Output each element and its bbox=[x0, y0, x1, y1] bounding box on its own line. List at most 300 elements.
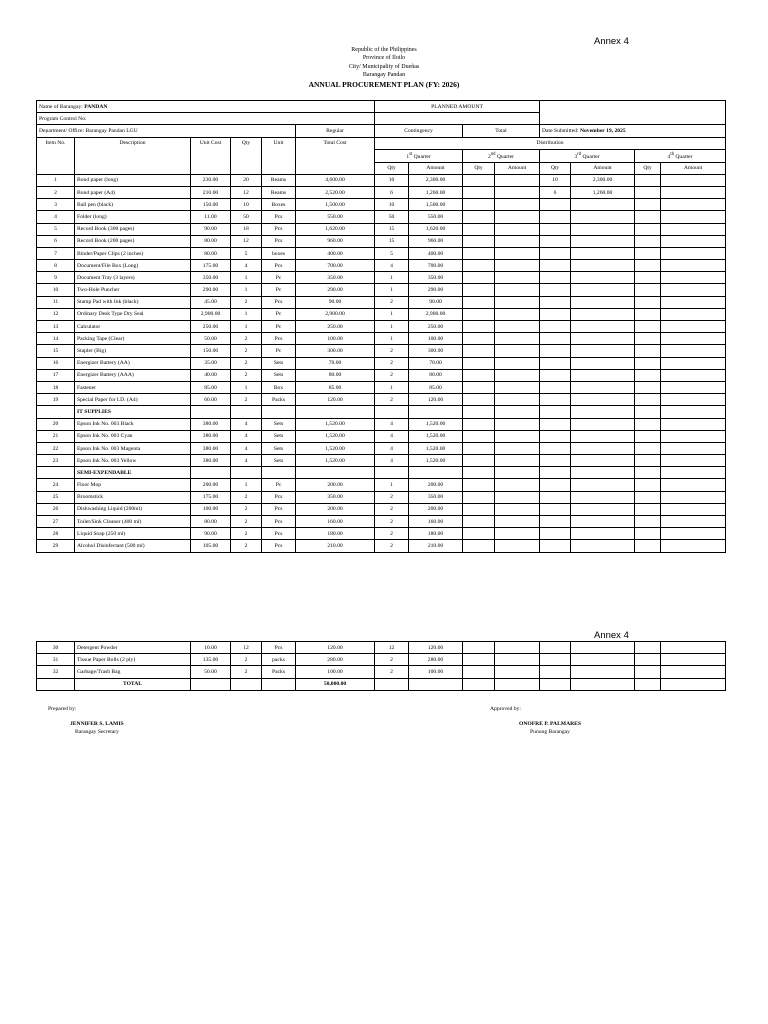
q3-amount-cell bbox=[571, 491, 635, 503]
q4-qty-cell bbox=[635, 345, 661, 357]
total-cost-cell: 2,900.00 bbox=[296, 308, 375, 320]
q3-amount-cell bbox=[571, 272, 635, 284]
blank-cell bbox=[231, 678, 262, 690]
q2-qty-cell bbox=[463, 394, 495, 406]
qty-cell: 20 bbox=[231, 174, 262, 186]
total-cost-cell: 4,600.00 bbox=[296, 174, 375, 186]
unit-cell: Boxes bbox=[262, 199, 296, 211]
table-row bbox=[37, 199, 726, 211]
q1-amount-cell: 1,520.00 bbox=[409, 455, 463, 467]
q3-qty-cell bbox=[540, 321, 571, 333]
total-cost-cell: 160.00 bbox=[296, 516, 375, 528]
col-q2-qty: Qty bbox=[463, 162, 495, 174]
total-cost-cell: 100.00 bbox=[296, 666, 375, 678]
unit-cell: Reams bbox=[262, 174, 296, 186]
description-cell: Record Book (200 pages) bbox=[75, 235, 191, 247]
q4-amount-cell bbox=[661, 321, 726, 333]
description-cell: Garbage/Trash Bag bbox=[75, 666, 191, 678]
unit-cost-cell: 380.00 bbox=[191, 418, 231, 430]
q4-qty-cell bbox=[635, 666, 661, 678]
description-cell: Toilet/Sink Cleaner (400 ml) bbox=[75, 516, 191, 528]
q3-amount-cell bbox=[571, 223, 635, 235]
blank-cell bbox=[661, 467, 726, 479]
item-no-cell: 14 bbox=[37, 333, 75, 345]
q2-amount-cell bbox=[495, 272, 540, 284]
q4-qty-cell bbox=[635, 321, 661, 333]
q4-amount-cell bbox=[661, 211, 726, 223]
approved-by-label: Approved by: bbox=[490, 706, 521, 712]
item-no-cell: 18 bbox=[37, 381, 75, 393]
q1-qty-cell: 15 bbox=[375, 223, 409, 235]
q4-qty-cell bbox=[635, 455, 661, 467]
q2-amount-cell bbox=[495, 199, 540, 211]
q1-amount-cell: 180.00 bbox=[409, 528, 463, 540]
q1-qty-cell: 4 bbox=[375, 455, 409, 467]
item-no-cell: 25 bbox=[37, 491, 75, 503]
unit-cost-cell: 85.00 bbox=[191, 381, 231, 393]
q3-qty-cell: 6 bbox=[540, 186, 571, 198]
unit-cost-cell: 175.00 bbox=[191, 260, 231, 272]
qty-cell: 2 bbox=[231, 528, 262, 540]
qty-cell: 2 bbox=[231, 345, 262, 357]
q2-amount-cell bbox=[495, 284, 540, 296]
q3-qty-cell bbox=[540, 418, 571, 430]
table-row bbox=[37, 430, 726, 442]
qty-cell: 1 bbox=[231, 308, 262, 320]
q2-amount-cell bbox=[495, 516, 540, 528]
table-row bbox=[37, 369, 726, 381]
q2-amount-cell bbox=[495, 296, 540, 308]
quarter-number: 3 bbox=[574, 153, 578, 160]
unit-cost-cell: 90.00 bbox=[191, 528, 231, 540]
q1-amount-cell: 290.00 bbox=[409, 284, 463, 296]
q1-qty-cell: 2 bbox=[375, 540, 409, 552]
q1-qty-cell: 5 bbox=[375, 247, 409, 259]
unit-cost-cell: 250.00 bbox=[191, 321, 231, 333]
q1-qty-cell: 2 bbox=[375, 516, 409, 528]
q3-qty-cell bbox=[540, 333, 571, 345]
unit-cell: Sets bbox=[262, 455, 296, 467]
q1-qty-cell: 2 bbox=[375, 394, 409, 406]
blank-cell bbox=[191, 162, 231, 174]
qty-cell: 2 bbox=[231, 357, 262, 369]
qty-cell: 2 bbox=[231, 503, 262, 515]
blank-cell bbox=[262, 149, 296, 162]
q1-amount-cell: 160.00 bbox=[409, 516, 463, 528]
qty-cell: 4 bbox=[231, 430, 262, 442]
blank-cell bbox=[296, 467, 375, 479]
q4-qty-cell bbox=[635, 540, 661, 552]
q2-amount-cell bbox=[495, 247, 540, 259]
q1-qty-cell: 2 bbox=[375, 528, 409, 540]
q3-amount-cell bbox=[571, 516, 635, 528]
header-republic: Republic of the Philippines bbox=[351, 47, 417, 53]
q1-amount-cell: 960.00 bbox=[409, 235, 463, 247]
total-cost-cell: 280.00 bbox=[296, 654, 375, 666]
blank-cell bbox=[231, 406, 262, 418]
description-cell: Calculator bbox=[75, 321, 191, 333]
total-cost-cell: 90.00 bbox=[296, 296, 375, 308]
q1-amount-cell: 85.00 bbox=[409, 381, 463, 393]
unit-cell: Pcs bbox=[262, 491, 296, 503]
description-cell: Alcohol Disinfectant (500 ml) bbox=[75, 540, 191, 552]
total-cost-cell: 120.00 bbox=[296, 642, 375, 654]
q2-qty-cell bbox=[463, 418, 495, 430]
unit-cost-cell: 200.00 bbox=[191, 479, 231, 491]
unit-cell: Pcs bbox=[262, 503, 296, 515]
q2-amount-cell bbox=[495, 223, 540, 235]
date-submitted-value: November 19, 2025 bbox=[579, 127, 626, 134]
q2-qty-cell bbox=[463, 442, 495, 454]
blank-cell bbox=[231, 149, 262, 162]
prepared-by-label: Prepared by: bbox=[48, 706, 77, 712]
quarter-number: 4 bbox=[667, 153, 671, 160]
q1-qty-cell: 50 bbox=[375, 211, 409, 223]
q3-amount-cell bbox=[571, 199, 635, 211]
q3-amount-cell bbox=[571, 503, 635, 515]
q3-qty-cell bbox=[540, 199, 571, 211]
blank-cell bbox=[191, 678, 231, 690]
q3-qty-cell bbox=[540, 235, 571, 247]
q3-qty-cell bbox=[540, 247, 571, 259]
description-cell: Folder (long) bbox=[75, 211, 191, 223]
qty-cell: 2 bbox=[231, 491, 262, 503]
unit-cell: Pc bbox=[262, 321, 296, 333]
header-municipality: City/ Municipality of Dueñas bbox=[348, 63, 420, 70]
q2-qty-cell bbox=[463, 642, 495, 654]
annex-label: Annex 4 bbox=[594, 36, 629, 47]
q1-amount-cell: 120.00 bbox=[409, 394, 463, 406]
blank-cell bbox=[231, 467, 262, 479]
q4-amount-cell bbox=[661, 235, 726, 247]
unit-cell: Pc bbox=[262, 308, 296, 320]
q3-qty-cell: 10 bbox=[540, 174, 571, 186]
item-no-cell: 19 bbox=[37, 394, 75, 406]
qty-cell: 2 bbox=[231, 516, 262, 528]
total-cost-cell: 2,520.00 bbox=[296, 186, 375, 198]
q4-qty-cell bbox=[635, 357, 661, 369]
q3-qty-cell bbox=[540, 654, 571, 666]
blank-cell bbox=[231, 162, 262, 174]
q2-amount-cell bbox=[495, 442, 540, 454]
col-q1-qty: Qty bbox=[375, 162, 409, 174]
blank-cell bbox=[37, 406, 75, 418]
item-no-cell: 17 bbox=[37, 369, 75, 381]
total-cost-cell: 550.00 bbox=[296, 211, 375, 223]
procurement-table bbox=[36, 100, 726, 553]
q4-qty-cell bbox=[635, 503, 661, 515]
q2-qty-cell bbox=[463, 321, 495, 333]
item-no-cell: 11 bbox=[37, 296, 75, 308]
q3-amount-cell bbox=[571, 211, 635, 223]
unit-cost-cell: 80.00 bbox=[191, 247, 231, 259]
q4-qty-cell bbox=[635, 654, 661, 666]
q2-amount-cell bbox=[495, 540, 540, 552]
total-cost-cell: 1,520.00 bbox=[296, 442, 375, 454]
q3-amount-cell bbox=[571, 308, 635, 320]
q3-amount-cell: 1,260.00 bbox=[571, 186, 635, 198]
blank-cell bbox=[296, 149, 375, 162]
q2-qty-cell bbox=[463, 666, 495, 678]
col-distribution: Distribution bbox=[375, 137, 726, 149]
table-row bbox=[37, 186, 726, 198]
prepared-by-name: JENNIFER S. LAMIS bbox=[70, 721, 124, 727]
total-cost-cell: 350.00 bbox=[296, 491, 375, 503]
unit-cost-cell: 380.00 bbox=[191, 455, 231, 467]
q3-amount-cell: 2,300.00 bbox=[571, 174, 635, 186]
q2-qty-cell bbox=[463, 516, 495, 528]
q4-qty-cell bbox=[635, 430, 661, 442]
q3-qty-cell bbox=[540, 491, 571, 503]
q4-qty-cell bbox=[635, 186, 661, 198]
quarter-label: Quarter bbox=[496, 153, 514, 160]
unit-cell: Sets bbox=[262, 418, 296, 430]
unit-cost-cell: 35.00 bbox=[191, 357, 231, 369]
q1-amount-cell: 350.00 bbox=[409, 272, 463, 284]
unit-cell: Sets bbox=[262, 357, 296, 369]
unit-cell: Pc bbox=[262, 284, 296, 296]
blank-cell bbox=[409, 406, 463, 418]
q3-amount-cell bbox=[571, 345, 635, 357]
item-no-cell: 8 bbox=[37, 260, 75, 272]
unit-cell: Pc bbox=[262, 345, 296, 357]
q3-qty-cell bbox=[540, 345, 571, 357]
document-title: ANNUAL PROCUREMENT PLAN (FY: 2026) bbox=[308, 79, 460, 89]
description-cell: Document Tray (3 layers) bbox=[75, 272, 191, 284]
description-cell: Energizer Battery (AA) bbox=[75, 357, 191, 369]
table-row bbox=[37, 491, 726, 503]
col-description: Description bbox=[75, 137, 191, 149]
unit-cell: Pcs bbox=[262, 260, 296, 272]
q2-amount-cell bbox=[495, 321, 540, 333]
q3-qty-cell bbox=[540, 223, 571, 235]
q3-qty-cell bbox=[540, 503, 571, 515]
total-label-cell: TOTAL bbox=[75, 678, 191, 690]
table-row bbox=[37, 174, 726, 186]
q2-amount-cell bbox=[495, 455, 540, 467]
qty-cell: 4 bbox=[231, 418, 262, 430]
q1-qty-cell: 4 bbox=[375, 418, 409, 430]
qty-cell: 4 bbox=[231, 260, 262, 272]
item-no-cell: 29 bbox=[37, 540, 75, 552]
program-control-label: Program Control No. bbox=[37, 113, 375, 125]
q1-amount-cell: 400.00 bbox=[409, 247, 463, 259]
q4-amount-cell bbox=[661, 174, 726, 186]
description-cell: Two-Hole Puncher bbox=[75, 284, 191, 296]
section-heading: SEMI-EXPENDABLE bbox=[75, 467, 191, 479]
q3-qty-cell bbox=[540, 642, 571, 654]
unit-cell: Pcs bbox=[262, 333, 296, 345]
q4-qty-cell bbox=[635, 284, 661, 296]
total-cost-cell: 290.00 bbox=[296, 284, 375, 296]
q2-qty-cell bbox=[463, 284, 495, 296]
q2-qty-cell bbox=[463, 211, 495, 223]
total-label: Total bbox=[463, 125, 540, 137]
table-row bbox=[37, 654, 726, 666]
item-no-cell: 32 bbox=[37, 666, 75, 678]
unit-cell: Box bbox=[262, 381, 296, 393]
description-cell: Tissue Paper Rolls (2 ply) bbox=[75, 654, 191, 666]
description-cell: Epson Ink No. 003 Black bbox=[75, 418, 191, 430]
section-heading: IT SUPPLIES bbox=[75, 406, 191, 418]
qty-cell: 2 bbox=[231, 296, 262, 308]
q3-qty-cell bbox=[540, 455, 571, 467]
unit-cell: Sets bbox=[262, 442, 296, 454]
quarter-label: Quarter bbox=[582, 153, 600, 160]
table-row bbox=[37, 357, 726, 369]
description-cell: Bond paper (A4) bbox=[75, 186, 191, 198]
header-province: Province of Iloilo bbox=[362, 55, 406, 62]
q4-amount-cell bbox=[661, 296, 726, 308]
q4-amount-cell bbox=[661, 666, 726, 678]
description-cell: Broomstick bbox=[75, 491, 191, 503]
table-row bbox=[37, 284, 726, 296]
q4-amount-cell bbox=[661, 223, 726, 235]
unit-cost-cell: 100.00 bbox=[191, 503, 231, 515]
grand-total-value: 50,000.00 bbox=[296, 678, 375, 690]
section-row bbox=[37, 467, 726, 479]
total-cost-cell: 180.00 bbox=[296, 528, 375, 540]
procurement-table-continued bbox=[36, 641, 726, 691]
q3-amount-cell bbox=[571, 666, 635, 678]
total-cost-cell: 100.00 bbox=[296, 333, 375, 345]
approved-by-name: ONOFRE P. PALMARES bbox=[519, 721, 581, 727]
q2-qty-cell bbox=[463, 369, 495, 381]
date-submitted-label: Date Submitted: bbox=[542, 127, 579, 134]
q4-qty-cell bbox=[635, 516, 661, 528]
blank-cell bbox=[540, 467, 571, 479]
document-header bbox=[0, 46, 768, 90]
q2-qty-cell bbox=[463, 174, 495, 186]
q4-amount-cell bbox=[661, 654, 726, 666]
qty-cell: 4 bbox=[231, 455, 262, 467]
barangay-name-cell bbox=[37, 101, 375, 113]
qty-cell: 4 bbox=[231, 442, 262, 454]
q4-qty-cell bbox=[635, 333, 661, 345]
blank-cell bbox=[635, 406, 661, 418]
item-no-cell: 22 bbox=[37, 442, 75, 454]
q2-qty-cell bbox=[463, 540, 495, 552]
q4-qty-cell bbox=[635, 418, 661, 430]
item-no-cell: 3 bbox=[37, 199, 75, 211]
q3-amount-cell bbox=[571, 333, 635, 345]
q1-qty-cell: 4 bbox=[375, 260, 409, 272]
q3-qty-cell bbox=[540, 666, 571, 678]
blank-cell bbox=[37, 467, 75, 479]
unit-cell: Pc bbox=[262, 479, 296, 491]
q2-qty-cell bbox=[463, 345, 495, 357]
q1-amount-cell: 200.00 bbox=[409, 479, 463, 491]
quarter-suffix: st bbox=[409, 151, 413, 157]
unit-cost-cell: 150.00 bbox=[191, 345, 231, 357]
total-cost-cell: 200.00 bbox=[296, 503, 375, 515]
q4-amount-cell bbox=[661, 418, 726, 430]
prepared-by-title: Barangay Secretary bbox=[75, 728, 119, 735]
blank-cell bbox=[463, 406, 495, 418]
unit-cell: packs bbox=[262, 654, 296, 666]
q1-qty-cell: 2 bbox=[375, 491, 409, 503]
approved-by-title: Punong Barangay bbox=[530, 728, 570, 735]
item-no-cell: 15 bbox=[37, 345, 75, 357]
blank-cell bbox=[540, 101, 726, 113]
blank-cell bbox=[540, 113, 726, 125]
q1-amount-cell: 100.00 bbox=[409, 666, 463, 678]
q4-amount-cell bbox=[661, 516, 726, 528]
unit-cost-cell: 2,900.00 bbox=[191, 308, 231, 320]
total-cost-cell: 700.00 bbox=[296, 260, 375, 272]
qty-cell: 5 bbox=[231, 247, 262, 259]
quarter-label: Quarter bbox=[413, 153, 431, 160]
q1-qty-cell: 1 bbox=[375, 381, 409, 393]
qty-cell: 1 bbox=[231, 284, 262, 296]
unit-cost-cell: 10.00 bbox=[191, 642, 231, 654]
q3-amount-cell bbox=[571, 235, 635, 247]
q4-amount-cell bbox=[661, 479, 726, 491]
qty-cell: 1 bbox=[231, 321, 262, 333]
q1-qty-cell: 2 bbox=[375, 345, 409, 357]
table-row bbox=[37, 247, 726, 259]
qty-cell: 18 bbox=[231, 223, 262, 235]
q4-qty-cell bbox=[635, 308, 661, 320]
q2-amount-cell bbox=[495, 479, 540, 491]
q2-qty-cell bbox=[463, 260, 495, 272]
q4-qty-cell bbox=[635, 296, 661, 308]
blank-cell bbox=[262, 162, 296, 174]
q2-qty-cell bbox=[463, 223, 495, 235]
total-cost-cell: 85.00 bbox=[296, 381, 375, 393]
q3-qty-cell bbox=[540, 479, 571, 491]
q4-qty-cell bbox=[635, 381, 661, 393]
col-item-no: Item No. bbox=[37, 137, 75, 149]
q2-qty-cell bbox=[463, 296, 495, 308]
q2-qty-cell bbox=[463, 479, 495, 491]
item-no-cell: 21 bbox=[37, 430, 75, 442]
blank-cell bbox=[191, 149, 231, 162]
col-quarter-1 bbox=[375, 149, 463, 162]
unit-cost-cell: 290.00 bbox=[191, 284, 231, 296]
blank-cell bbox=[495, 406, 540, 418]
col-quarter-3 bbox=[540, 149, 635, 162]
item-no-cell: 13 bbox=[37, 321, 75, 333]
q3-qty-cell bbox=[540, 394, 571, 406]
unit-cell: Reams bbox=[262, 186, 296, 198]
q2-amount-cell bbox=[495, 418, 540, 430]
q3-qty-cell bbox=[540, 308, 571, 320]
q1-amount-cell: 1,520.00 bbox=[409, 418, 463, 430]
table-row bbox=[37, 442, 726, 454]
table-row bbox=[37, 418, 726, 430]
qty-cell: 2 bbox=[231, 394, 262, 406]
total-row bbox=[37, 678, 726, 690]
col-q2-amount: Amount bbox=[495, 162, 540, 174]
q2-amount-cell bbox=[495, 333, 540, 345]
prepared-by-block bbox=[70, 721, 124, 736]
q1-qty-cell: 2 bbox=[375, 369, 409, 381]
q4-qty-cell bbox=[635, 199, 661, 211]
q4-amount-cell bbox=[661, 357, 726, 369]
q4-qty-cell bbox=[635, 369, 661, 381]
blank-cell bbox=[37, 162, 75, 174]
q1-amount-cell: 100.00 bbox=[409, 333, 463, 345]
quarter-suffix: th bbox=[670, 151, 674, 157]
q1-amount-cell: 2,900.00 bbox=[409, 308, 463, 320]
description-cell: Detergent Powder bbox=[75, 642, 191, 654]
blank-cell bbox=[37, 678, 75, 690]
q4-qty-cell bbox=[635, 394, 661, 406]
item-no-cell: 12 bbox=[37, 308, 75, 320]
q2-amount-cell bbox=[495, 528, 540, 540]
table-row bbox=[37, 666, 726, 678]
